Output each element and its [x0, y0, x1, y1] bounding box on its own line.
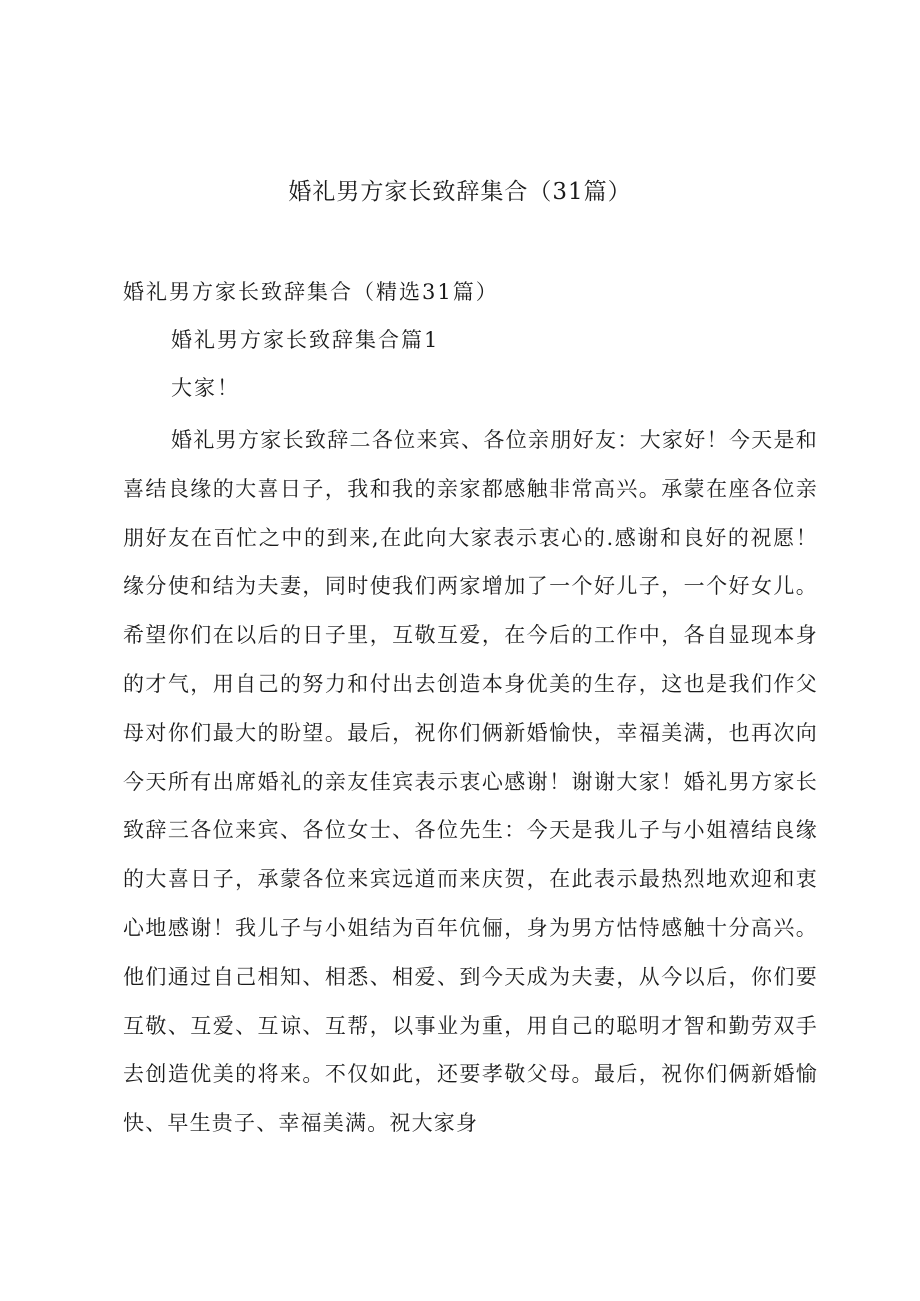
greeting-line: 大家！	[171, 376, 240, 400]
section-heading: 婚礼男方家长致辞集合篇1	[171, 328, 440, 352]
document-title: 婚礼男方家长致辞集合（31篇）	[288, 179, 632, 205]
body-paragraph: 婚礼男方家长致辞二各位来宾、各位亲朋好友：大家好！今天是和喜结良缘的大喜日子，我和我的亲家都感触非常高兴。承蒙在座各位亲朋好友在百忙之中的到来,在此向大家表示衷心的.感谢和良好的祝愿！缘分使和结为夫妻，同时使我们两家增加了一个好儿子，一个好女儿。希望你们在以后的日子里，互敬互爱，在今后的工作中，各自显现本身的才气，用自己的努力和付出去创造本身优美的生存，这也是我们作父母对你们最大的盼望。最后，祝你们俩新婚愉快，幸福美满，也再次向今天所有出席婚礼的亲友佳宾表示衷心感谢！谢谢大家！婚礼男方家长致辞三各位来宾、各位女士、各位先生：今天是我儿子与小姐禧结良缘的大喜日子，承蒙各位来宾远道而来庆贺，在此表示最热烈地欢迎和衷心地感谢！我儿子与小姐结为百年伉俪，身为男方怙恃感触十分高兴。他们通过自己相知、相悉、相爱、到今天成为夫妻，从今以后，你们要互敬、互爱、互谅、互帮，以事业为重，用自己的聪明才智和勤劳双手去创造优美的将来。不仅如此，还要孝敬父母。最后，祝你们俩新婚愉快、早生贵子、幸福美满。祝大家身	[123, 428, 818, 1136]
document-subtitle: 婚礼男方家长致辞集合（精选31篇）	[123, 280, 499, 304]
